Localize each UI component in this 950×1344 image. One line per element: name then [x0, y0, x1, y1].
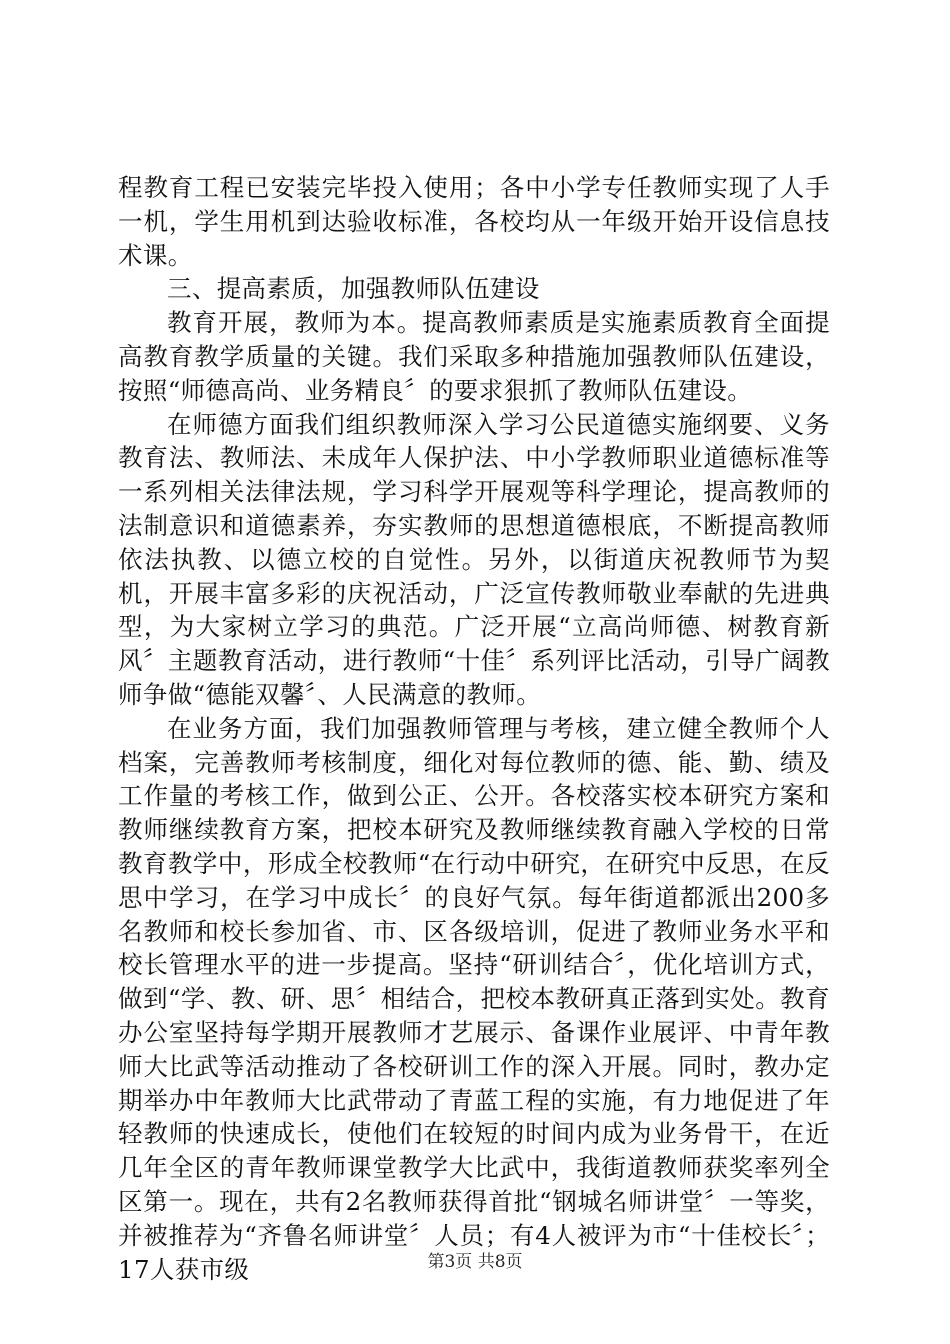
section-heading: 三、提高素质，加强教师队伍建设 — [167, 274, 540, 304]
page-number-footer: 第3页 共8页 — [427, 1252, 523, 1272]
paragraph-intro: 教育开展，教师为本。提高教师素质是实施素质教育全面提高教育教学质量的关键。我们采取多种措施加强教师队伍建设，按照“师德高尚、业务精良〞的要求狠抓了教师队伍建设。 — [118, 308, 830, 405]
paragraph-continuation: 程教育工程已安装完毕投入使用；各中小学专任教师实现了人手一机，学生用机到达验收标准，各校均从一年级开始开设信息技术课。 — [118, 173, 830, 270]
paragraph-professional: 在业务方面，我们加强教师管理与考核，建立健全教师个人档案，完善教师考核制度，细化对每位教师的德、能、勤、绩及工作量的考核工作，做到公正、公开。各校落实校本研究方案和教师继续教育方案，把校本研究及教师继续教育融入学校的日常教育教学中，形成全校教师“在行动中研究，在研究中反思，在反思中学习，在学习中成长〞的良好气氛。每年街道都派出200多名教师和校长参加省、市、区各级培训，促进了教师业务水平和校长管理水平的进一步提高。坚持“研训结合〞，优化培训方式，做到“学、教、研、思〞相结合，把校本教研真正落到实处。教育办公室坚持每学期开展教师才艺展示、备课作业展评、中青年教师大比武等活动推动了各校研训工作的深入开展。同时，教办定期举办中年教师大比武带动了青蓝工程的实施，有力地促进了年轻教师的快速成长，使他们在较短的时间内成为业务骨干，在近几年全区的青年教师课堂教学大比武中，我街道教师获奖率列全区第一。现在，共有2名教师获得首批“钢城名师讲堂〞一等奖，并被推荐为“齐鲁名师讲堂〞人员；有4人被评为市“十佳校长〞；17人获市级 — [118, 713, 830, 1284]
paragraph-ethics: 在师德方面我们组织教师深入学习公民道德实施纲要、义务教育法、教师法、未成年人保护法、中小学教师职业道德标准等一系列相关法律法规，学习科学开展观等科学理论，提高教师的法制意识和道德素养，夯实教师的思想道德根底，不断提高教师依法执教、以德立校的自觉性。另外，以街道庆祝教师节为契机，开展丰富多彩的庆祝活动，广泛宣传教师敬业奉献的先进典型，为大家树立学习的典范。广泛开展“立高尚师德、树教育新风〞主题教育活动，进行教师“十佳〞系列评比活动，引导广阔教师争做“德能双馨〞、人民满意的教师。 — [118, 409, 830, 709]
document-body — [118, 171, 830, 1286]
